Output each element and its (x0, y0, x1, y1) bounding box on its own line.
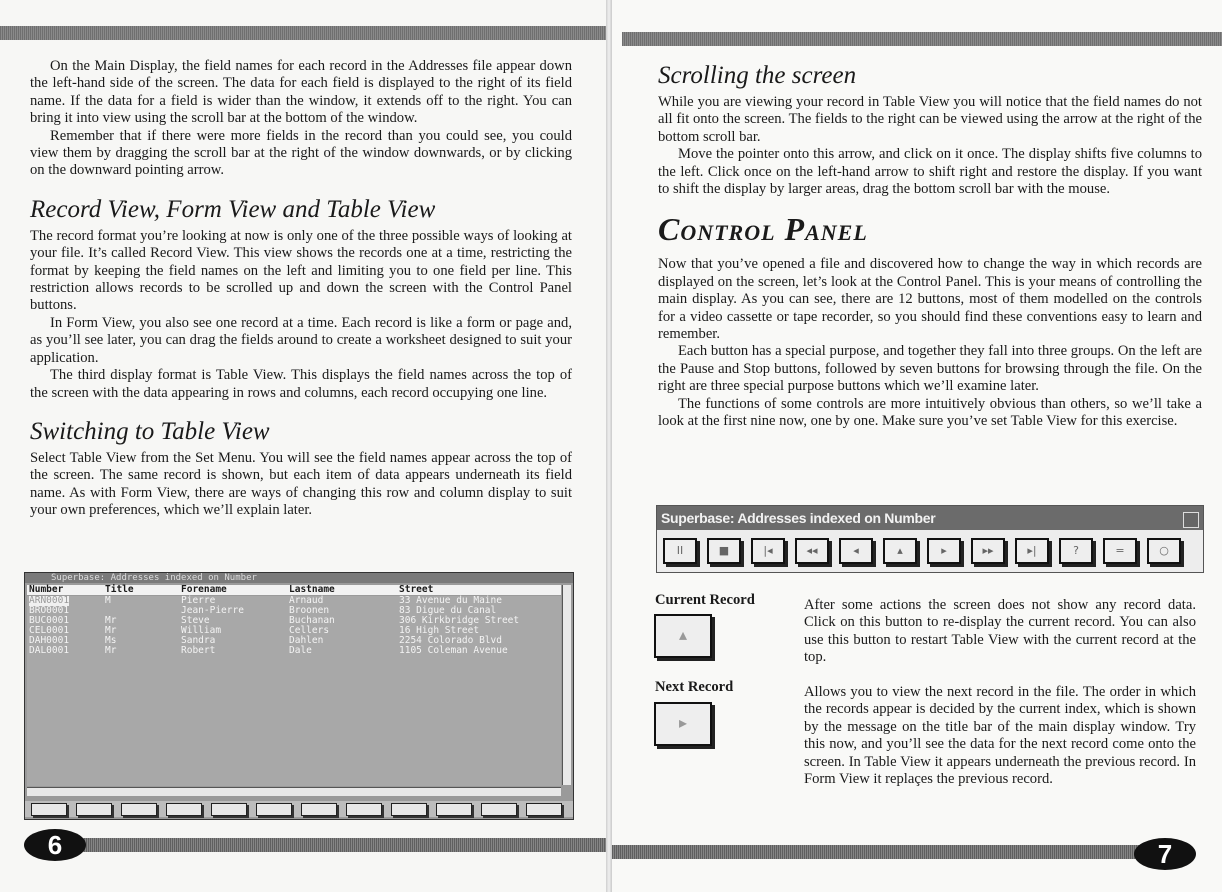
column-header: Lastname (289, 584, 335, 595)
table-cell: Pierre (181, 595, 216, 606)
intro-paragraph: Remember that if there were more fields in the record than you could see, you could view them by dragging the scroll bar at the right of the window downwards, or by clicking on the downward pointing arrow. (30, 127, 572, 179)
body-paragraph: The functions of some controls are more intuitively obvious than others, so we’ll take a look at the first nine now, one by one. Make sure you’ve set Table View for this exercise. (658, 395, 1202, 430)
bottom-decorative-bar (612, 845, 1142, 859)
page-number: 7 (1134, 838, 1196, 870)
body-paragraph: Now that you’ve opened a file and discovered how to change the way in which records are displayed on the screen, let’s look at the Control Panel. This is your means of controlling the main display. As you can see, there are 12 buttons, most of them modelled on the controls for a video cassette or tape recorder, so you should find these conventions easy to learn and remember. (658, 256, 1202, 343)
top-decorative-bar (622, 32, 1222, 46)
mini-rewind-button (166, 803, 202, 816)
table-row (27, 646, 561, 656)
table-cell: DAL0001 (29, 645, 70, 656)
table-cell: 33 Avenue du Maine (399, 595, 502, 606)
mini-query-button (436, 803, 472, 816)
bottom-decorative-bar (80, 838, 606, 852)
mini-first-button (121, 803, 157, 816)
mini-control-panel (25, 801, 573, 817)
fast-forward-button: ▸▸ (971, 538, 1005, 564)
body-paragraph: The third display format is Table View. This displays the field names across the top of the screen with the data appearing in rows and columns, each record occupying one line. (30, 367, 572, 401)
current-record-description: After some actions the screen does not show any record data. Click on this button to re-display the current record. You can also use this button to restart Table View with the current record at the top. (804, 597, 1196, 666)
column-header: Title (105, 584, 134, 595)
table-cell: 16 High Street (399, 625, 480, 636)
mini-current-button (256, 803, 292, 816)
table-cell: Mr (105, 645, 117, 656)
control-panel-title-bar: Superbase: Addresses indexed on Number (657, 506, 1203, 530)
table-cell: 2254 Colorado Blvd (399, 635, 502, 646)
section-heading: Record View, Form View and Table View (30, 195, 436, 223)
table-cell: Buchanan (289, 615, 335, 626)
current-record-label: Current Record (655, 592, 755, 608)
table-rows (27, 596, 561, 786)
page-number: 6 (24, 829, 86, 861)
mini-previous-button (211, 803, 247, 816)
table-cell: 83 Digue du Canal (399, 605, 497, 616)
table-cell: DAH0001 (29, 635, 70, 646)
table-cell: Dale (289, 645, 312, 656)
table-cell: Mr (105, 625, 117, 636)
body-paragraph: Move the pointer onto this arrow, and click on it once. The display shifts five columns to the left. Click once on the left-hand arrow to shift right and restore the display. If you want to shift the display by larger areas, drag the bottom scroll bar with the mouse. (658, 146, 1202, 198)
pause-button: II (663, 538, 697, 564)
mini-pause-button (31, 803, 67, 816)
first-record-button: |◂ (751, 538, 785, 564)
last-record-button: ▸| (1015, 538, 1049, 564)
close-gadget-icon (1183, 512, 1199, 528)
mini-equals-button (481, 803, 517, 816)
mini-next-button (301, 803, 337, 816)
rewind-button: ◂◂ (795, 538, 829, 564)
table-view-screenshot (24, 572, 574, 820)
table-cell: Robert (181, 645, 216, 656)
table-cell: Cellers (289, 625, 330, 636)
body-paragraph: In Form View, you also see one record at a time. Each record is like a form or page and, as you’ll see later, you can drag the fields around to create a worksheet designed to suit your application. (30, 314, 572, 366)
right-text-column (658, 62, 1202, 431)
intro-paragraph: On the Main Display, the field names for each record in the Addresses file appear down the left-hand side of the screen. The data for each field is displayed to the right of its field name. If the data for a field is wider than the window, it extends off to the right. You can bring it into view using the scroll bar at the bottom of the window. (30, 58, 572, 127)
screenshot-title-bar: Superbase: Addresses indexed on Number (25, 573, 573, 583)
stop-button: ■ (707, 538, 741, 564)
table-cell: Arnaud (289, 595, 324, 606)
column-header: Number (29, 584, 64, 595)
body-paragraph: Each button has a special purpose, and together they fall into three groups. On the left are the Pause and Stop buttons, followed by seven buttons for browsing through the file. On the right are three special purpose buttons which we’ll examine later. (658, 343, 1202, 395)
top-decorative-bar (0, 26, 606, 40)
body-paragraph: Select Table View from the Set Menu. You will see the field names appear across the top of the screen. The same record is shown, but each item of data appears underneath its field name. As with Form View, there are ways of changing this row and column display to suit your own preferences, which we’ll explain later. (30, 449, 572, 519)
previous-record-button: ◂ (839, 538, 873, 564)
chapter-heading: Control Panel (658, 211, 868, 248)
table-cell: Steve (181, 615, 210, 626)
section-heading: Switching to Table View (30, 417, 270, 445)
equals-button: = (1103, 538, 1137, 564)
mini-circle-button (526, 803, 562, 816)
body-paragraph: While you are viewing your record in Table View you will notice that the field names do not all fit onto the screen. The fields to the right can be viewed using the arrow at the right of the bottom scroll bar. (658, 94, 1202, 145)
query-button: ? (1059, 538, 1093, 564)
table-cell: M (105, 595, 111, 606)
table-cell: Sandra (181, 635, 216, 646)
left-text-column (30, 58, 572, 520)
table-header-row (27, 585, 561, 595)
control-panel-buttons (657, 536, 1203, 570)
circle-button: ○ (1147, 538, 1181, 564)
section-heading: Scrolling the screen (658, 62, 857, 89)
mini-last-button (391, 803, 427, 816)
horizontal-scrollbar (27, 787, 561, 796)
current-record-icon: ▴ (654, 614, 712, 658)
table-cell: CEL0001 (29, 625, 70, 636)
table-cell: Broonen (289, 605, 330, 616)
next-record-description: Allows you to view the next record in the file. The order in which the records appear is decided by the current index, which is shown by the message on the title bar of the main display window. Try this now, and you’ll see the data for the next record come onto the screen. In Table View it appears underneath the previous record. In Form View it replaçes the previous record. (804, 684, 1196, 788)
next-record-label: Next Record (655, 679, 734, 695)
table-cell: BRO0001 (29, 605, 70, 616)
mini-stop-button (76, 803, 112, 816)
left-page (0, 0, 606, 892)
column-header: Street (399, 584, 434, 595)
table-cell: Dahlen (289, 635, 324, 646)
right-page (612, 0, 1222, 892)
current-record-button: ▴ (883, 538, 917, 564)
vertical-scrollbar (562, 585, 571, 785)
table-cell: 306 Kirkbridge Street (399, 615, 520, 626)
column-header: Forename (181, 584, 227, 595)
table-cell: BUC0001 (29, 615, 70, 626)
table-cell: Ms (105, 635, 117, 646)
body-paragraph: The record format you’re looking at now is only one of the three possible ways of looking at your file. It’s called Record View. This view shows the records one at a time, restricting the format by keeping the field names on the left and limiting you to one field per line. This restriction allows records to be scrolled up and down the screen with the Control Panel buttons. (30, 227, 572, 314)
next-record-button: ▸ (927, 538, 961, 564)
table-cell: 1105 Coleman Avenue (399, 645, 508, 656)
table-cell: ARN0001 (29, 595, 70, 606)
table-cell: Mr (105, 615, 117, 626)
next-record-icon: ▸ (654, 702, 712, 746)
control-panel-illustration (656, 505, 1204, 573)
table-cell: Jean-Pierre (181, 605, 244, 616)
mini-forward-button (346, 803, 382, 816)
table-cell: William (181, 625, 222, 636)
